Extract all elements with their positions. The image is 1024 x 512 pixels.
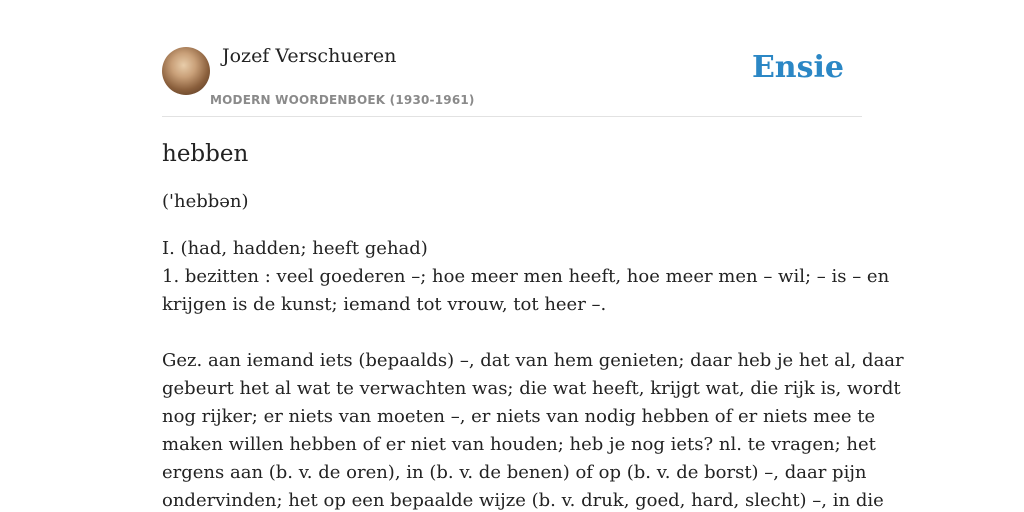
headword: hebben <box>162 141 249 167</box>
definition-line: I. (had, hadden; heeft gehad) <box>162 238 428 259</box>
definition-line: maken willen hebben of er niet van houden; heb je nog iets? nl. te vragen; het <box>162 434 876 455</box>
source-label[interactable]: MODERN WOORDENBOEK (1930-1961) <box>210 93 475 107</box>
pronunciation: ('hebbən) <box>162 191 249 212</box>
entry-content <box>162 138 904 512</box>
definition-line: 1. bezitten : veel goederen –; hoe meer men heeft, hoe meer men – wil; – is – en <box>162 266 890 287</box>
author-name[interactable]: Jozef Verschueren <box>222 45 397 67</box>
definition-line: gebeurt het al wat te verwachten was; die wat heeft, krijgt wat, die rijk is, wordt <box>162 378 901 399</box>
definition-block-1 <box>162 235 904 512</box>
author-avatar[interactable] <box>162 47 210 95</box>
ensie-logo-link[interactable]: Ensie <box>751 50 844 85</box>
entry-header <box>162 0 862 117</box>
definition-line: nog rijker; er niets van moeten –, er niets van nodig hebben of er niets mee te <box>162 406 876 427</box>
definition-line: ondervinden; het op een bepaalde wijze (b. v. druk, goed, hard, slecht) –, in die <box>162 490 884 511</box>
definition-line: Gez. aan iemand iets (bepaalds) –, dat van hem genieten; daar heb je het al, daar <box>162 350 904 371</box>
paragraph-gap <box>162 319 862 347</box>
definition-line: ergens aan (b. v. de oren), in (b. v. de benen) of op (b. v. de borst) –, daar pijn <box>162 462 867 483</box>
definition-line: krijgen is de kunst; iemand tot vrouw, tot heer –. <box>162 294 607 315</box>
